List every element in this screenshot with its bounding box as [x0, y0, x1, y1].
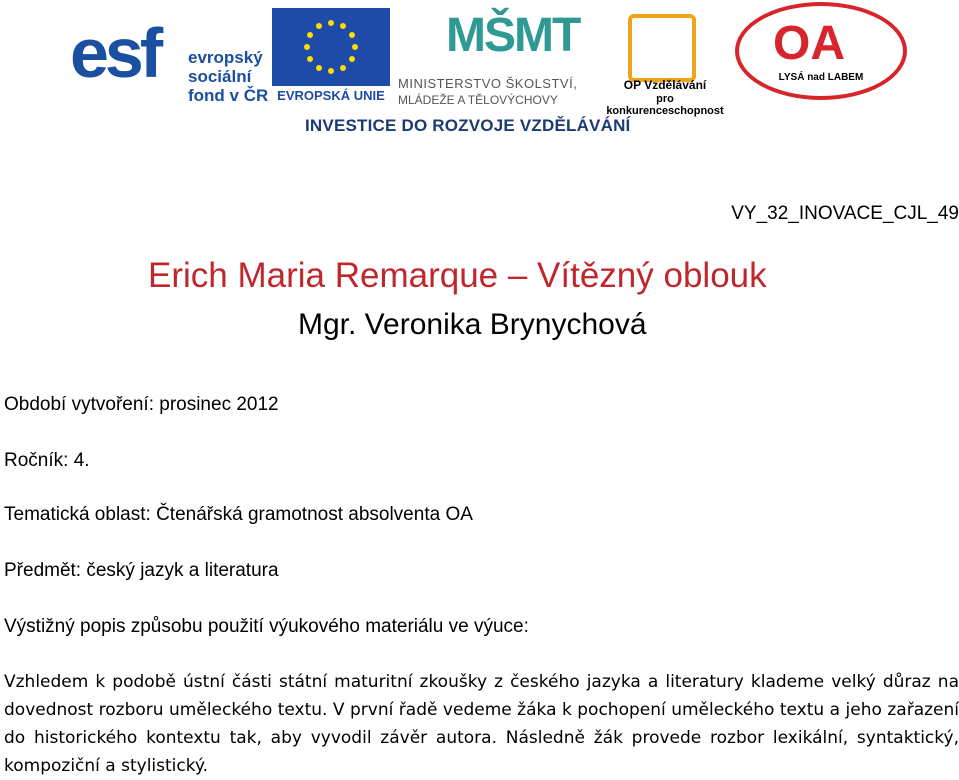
- esf-logo-mark: esf: [70, 14, 160, 92]
- op-logo-line2: pro konkurenceschopnost: [606, 93, 724, 117]
- op-vzdelavani-logo: [600, 8, 730, 117]
- document-code: VY_32_INOVACE_CJL_49: [731, 203, 959, 224]
- meta-description-label: Výstižný popis způsobu použití výukového materiálu ve výuce:: [4, 616, 529, 637]
- msmt-logo: [398, 8, 598, 108]
- msmt-logo-mark: MŠMT: [446, 9, 580, 62]
- msmt-logo-line1: MINISTERSTVO ŠKOLSTVÍ,: [398, 76, 578, 91]
- op-logo-icon: [628, 14, 696, 82]
- meta-area: Tematická oblast: Čtenářská gramotnost absolventa OA: [4, 504, 473, 525]
- document-author: Mgr. Veronika Brynychová: [298, 308, 647, 341]
- meta-grade: Ročník: 4.: [4, 450, 90, 471]
- meta-subject: Předmět: český jazyk a literatura: [4, 560, 279, 581]
- esf-logo-line: sociální: [188, 67, 252, 86]
- eu-flag-icon: [272, 8, 390, 86]
- meta-created: Období vytvoření: prosinec 2012: [4, 394, 279, 415]
- oa-logo-mark: OA: [773, 17, 845, 70]
- oa-logo-label: LYSÁ nad LABEM: [778, 72, 864, 83]
- op-logo-line1: OP Vzdělávání: [623, 78, 707, 92]
- banner-subtitle: INVESTICE DO ROZVOJE VZDĚLÁVÁNÍ: [305, 116, 631, 135]
- msmt-logo-line2: MLÁDEŽE A TĚLOVÝCHOVY: [398, 93, 558, 107]
- esf-logo-line: fond v ČR: [188, 86, 269, 105]
- esf-logo: [70, 8, 270, 108]
- eu-logo-label: EVROPSKÁ UNIE: [277, 88, 385, 103]
- eu-logo: [272, 8, 390, 108]
- description-paragraph: Vzhledem k podobě ústní části státní maturitní zkoušky z českého jazyka a literatury klademe velký důraz na dovednost rozboru uměleckého textu. V první řadě vedeme žáka k pochopení uměleckého textu a jeho zařazení do historického kontextu tak, aby vyvodil závěr autora. Následně žák provede rozbor lexikální, syntaktický, kompoziční a stylistický.: [4, 672, 959, 776]
- document-title: Erich Maria Remarque – Vítězný oblouk: [148, 256, 767, 295]
- esf-logo-line: evropský: [188, 48, 263, 67]
- oa-lysa-logo: [735, 2, 905, 106]
